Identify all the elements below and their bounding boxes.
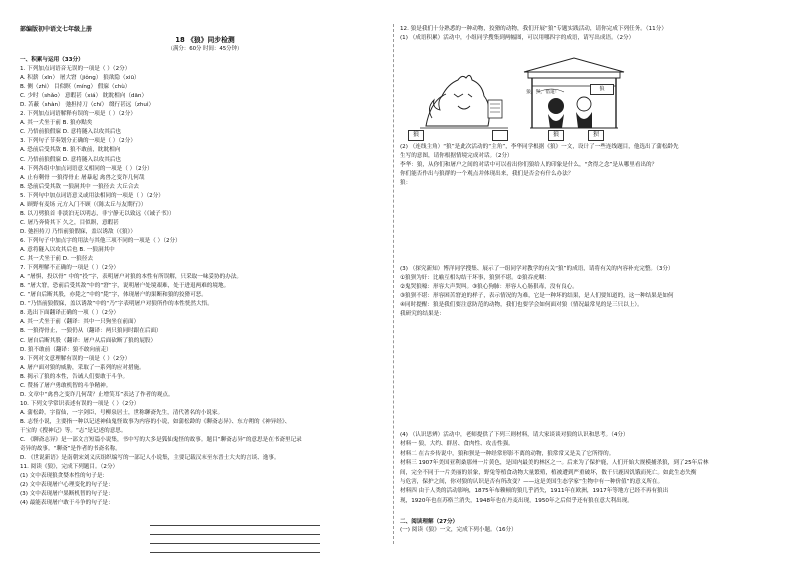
question-line: C. 赞扬了屠户勇敢机智的斗争精神。 [20, 382, 112, 389]
answer-blank-line[interactable] [150, 525, 320, 526]
question-line: 6. 下列句子中加点字的用法与其他三项不同的一项是（ ）（2分） [20, 237, 181, 244]
gate-sign: 狼 [590, 84, 614, 95]
question-line: 12. 狼是我们十分熟悉的一种动物，狡猾的动物，我们开展“狼”专题实践活动，请你完成下列任务。（11分） [400, 26, 667, 32]
section-2-question: (一) 阅读《狼》一文，完成下列小题。（16分） [400, 527, 517, 533]
question-line: A. 其一犬坐于前（翻译：其中一只狗坐在前面） [20, 319, 140, 326]
answer-blank-line[interactable] [150, 543, 320, 544]
question-line: B. 侧（zhì） 目似瞑（míng） 假寐（chù） [20, 84, 131, 91]
question-line: C. 其一犬坐于前 D. 一狼径去 [20, 256, 94, 263]
question-line: B. 揭示了狼的本性，告诫人们要敢于斗争。 [20, 373, 129, 380]
material-line: 与危害，保护之间，你对狼的认识是否有所改变？——这是美国生态学家“生物中有一种价值”的意义所在。 [400, 479, 664, 485]
question-line: C. 《聊斋志异》是一部文言短篇小说集，书中写的大多是狐仙鬼怪的故事。题目“聊斋志异”的意思是在书斋里记录 [20, 437, 302, 444]
question-line: (1) （成语积累）活动中，小组同学搜集到两幅图，可以用哪四字的成语，请写出成语。（2分） [400, 35, 635, 41]
question-line: D. 弛担持刀 乃悟前狼假寐，盖以诱敌（《狼》） [20, 228, 136, 235]
question-line: ①狼狈为奸：比喻互相勾结干坏事，狼狈不堪。②狼吞虎咽： [400, 275, 550, 281]
question-line: ③狼狈不堪：形容困苦窘迫的样子，表示情况的为难，它是一种坏的结果，是人们要知道的，这一种结果是如何 [400, 293, 674, 299]
speech-bubble-text: 狼，狈，借道！ [526, 90, 560, 95]
section-2-heading: 二、阅读理解（27分） [400, 519, 459, 525]
question-line: (3) （探究新知）博洋同学搜集、展示了一组同学对教学的有关“狼”的成语，请将有关的内容补充完整。（3分） [400, 266, 674, 272]
answer-blank-line[interactable] [150, 534, 320, 535]
question-line: ②鬼哭狼嚎：形容大声哭叫。③狼心狗肺：形容人心肠狠毒，没有良心。 [400, 284, 578, 290]
question-line: 我研究的结果是： [400, 311, 445, 317]
material-line: 间，完全不同于一片美丽的景象，野兔等植食动物大量繁殖，植被遭到严重破坏，数千只鹿因饥饿而死亡。如此生态失衡 [400, 469, 697, 476]
question-line: A. “屠惧，投以骨” 中的“投”字，表明屠户对狼的本性有所误解，只采取一味妥协的办法。 [20, 274, 243, 281]
wolf-drawing-icon [418, 66, 508, 130]
question-line: D. 《世说新语》是南朝宋刘义庆组织编写的一部记人小说集，主要记载汉末至东晋士大夫的言谈、逸事。 [20, 455, 280, 462]
question-line: 11. 阅读《狼》，完成下列题目。（2分） [20, 464, 119, 471]
question-line: A. 屠户面对狼的威胁，采取了一系列的应对措施。 [20, 364, 145, 371]
question-line: (4) 最能表现屠户敢于斗争的句子是： [20, 500, 114, 507]
question-line: B. 以刀劈狼首 非淡泊无以明志，非宁静无以致远（《诫子书》） [20, 210, 175, 217]
question-line: B. 一狼得骨止，一狼仍从（翻译：两只狼同时跟在后面） [20, 328, 162, 335]
question-line: 10. 下列文学常识表述有误的一项是（ ）（2分） [20, 400, 140, 407]
question-line: D. 苫蔽（shàn） 弛担持刀（chí） 缀行甚远（zhuì） [20, 102, 155, 109]
question-line: A. 恐前后受其敌 B. 狼不敢前，眈眈相向 [20, 147, 121, 154]
material-line: 材料三 1907年美国亚利桑那州一片黄色，是国内最美的林区之一。后来为了保护鹿，人们开始大规模捕杀狼，到了25年后林 [400, 460, 709, 467]
question-line: C. 乃悟前狼假寐 D. 意将隧入以攻其后也 [20, 156, 122, 163]
question-line: C. “屠自后断其股，亦毙之”中的“毙”字，体现屠户的果断和狼的狡猾可恶。 [20, 292, 207, 299]
material-line: 材料二 在古乡传说中，狼和狈是一种经常形影不离的动物，狼常常又是关了它所得的。 [400, 450, 615, 457]
header-label: 部编版初中语文七年级上册 [20, 26, 93, 33]
question-line: 奇异的故事。“聊斋”是作者的书斋名称。 [20, 446, 121, 453]
question-line: A. 其一犬坐于前 B. 狼亦黠矣 [20, 120, 93, 127]
material-line: 现，1920年也在苏格兰消失，1948年也在丹麦出现，1950年之后似乎还有狼在意大利出现。 [400, 497, 633, 504]
question-line: A. 蒲松龄，字留仙，一字剑臣，号柳泉居士，世称聊斋先生，清代著名的小说家。 [20, 409, 224, 416]
doc-title: 18 《狼》同步检测 [175, 36, 235, 44]
right-picture-caption-1: 狼 [548, 130, 564, 141]
question-line: 3. 下列句子节奏划分正确的一项是（ ）（2分） [20, 138, 136, 145]
question-line: C. 屠自后断其股（翻译：屠户从后面砍断了狼的屁股） [20, 337, 157, 344]
question-line: 9. 下列对文意理解有误的一项是（ ）（2分） [20, 355, 131, 362]
question-line: (2) （连线主角）“狼”是此次活动的“主角”，李华同学根据《狼》一文，设计了一些连线题目，他选出了蒲松龄先 [400, 144, 679, 150]
question-line: ④同时提醒：狼是我们要注意防范的动物，我们也要学会如何面对狼（情况最常见的是三只以上）。 [400, 302, 643, 308]
question-line: D. 文章中“禽兽之变诈几何哉？止增笑耳”表达了作者的观点。 [20, 391, 174, 398]
material-line: 材料一 狼，大约、群居、食肉性、攻击性强。 [400, 441, 514, 448]
question-line: C. 乃悟前狼假寐 D. 意将隧入以攻其后也 [20, 129, 122, 136]
question-line: 干宝的《搜神记》等。“志”是记述的意思。 [20, 428, 127, 434]
question-line: B. 恐前后受其敌 一狼洞其中 一狼径去 大丘合去 [20, 183, 140, 190]
left-column [20, 0, 390, 561]
right-picture-caption-2: 狈 [588, 130, 604, 141]
wolf-picture-left [418, 66, 508, 130]
question-line: 李华：狼，从你们和屠户之间的对话中可以看出你们狼给人的印象是什么，"贪得之念”是从哪里看出的？ [400, 162, 658, 168]
right-column [400, 0, 780, 561]
question-line: (3) 文中表现屠户果断机智的句子是： [20, 491, 114, 498]
material-line: 材料四 由于人类的活动影响，1875年布赖顿的狼几乎消失，1911年在欧洲，1917年等地方已经不再有狼出 [400, 488, 669, 495]
section-1-heading: 一、积累与运用（33分） [20, 57, 84, 63]
question-line: C. 少时（shǎo） 意暇甚（xiá） 眈眈相向（dān） [20, 93, 148, 100]
question-line: 7. 下列理解不正确的一项是（ ）（2分） [20, 265, 120, 272]
answer-blank-line[interactable] [150, 552, 320, 553]
question-line: 8. 选出下面翻译正确的一项（ ）（2分） [20, 310, 120, 317]
question-line: 1. 下列加点词语音无误的一项是（ ）（2分） [20, 66, 131, 72]
question-line: 5. 下列句中加点词语意义或用法相同的一项是（ ）（2分） [20, 192, 164, 199]
question-line: (1) 文中表现狼贪婪本性的句子是： [20, 473, 109, 480]
question-line: (2) 文中表现屠户心理变化的句子是： [20, 482, 114, 489]
column-divider [393, 24, 394, 544]
question-line: 狼： [400, 180, 412, 186]
question-line: D. 狼不敢前（翻译：狼不敢向前走） [20, 346, 112, 353]
question-line: 4. 下列各组中加点词语意义相同的一项是（ ）（2分） [20, 165, 153, 172]
question-line: C. 屠乃奔倚其下 久之，目似瞑，意暇甚 [20, 219, 119, 226]
question-line: A. 止有剩骨 一狼得骨止 屠暴起 禽兽之变诈几何哉 [20, 174, 145, 181]
material-line: (4) （认识思辨）活动中，老师提供了下列三则材料，请大家谈谈对狼的认识和思考。（4分） [400, 432, 629, 438]
question-line: A. 积薪（xīn） 屠大窘（jiǒng） 狼欲隐（xiū） [20, 75, 140, 82]
question-line: 你们能否作出与狼群的一个观点并体现出来，我们是否会有什么办法？ [400, 171, 574, 177]
left-picture-blank-box [492, 130, 508, 141]
question-line: A. 顾野有麦场 元方入门不顾（《陈太丘与友期行》） [20, 201, 147, 208]
question-line: 生写的意图，请你根据情境完成对话。（2分） [400, 153, 513, 159]
question-line: B. 志怪小说，主要指一种以记述神仙鬼怪故事为内容的小说，如蒲松龄的《聊斋志异》、东方朔的《神异经》、 [20, 418, 291, 425]
question-line: B. “屠大窘，恐前后受其敌”中的“窘”字，说明屠户处境艰难，处于进退两难的境地。 [20, 283, 230, 290]
doc-meta: （满分：60分 时间：45分钟） [167, 46, 243, 52]
question-line: A. 意将隧入以攻其后也 B. 一狼洞其中 [20, 247, 115, 253]
question-line: 2. 下列加点词语解释有误的一项是（ ）（2分） [20, 111, 136, 118]
left-picture-caption: 狼 [408, 130, 424, 141]
question-line: D. “乃悟前狼假寐，盖以诱敌”中的“乃”字表明屠户对狼所作的本性恍然大悟。 [20, 301, 213, 308]
